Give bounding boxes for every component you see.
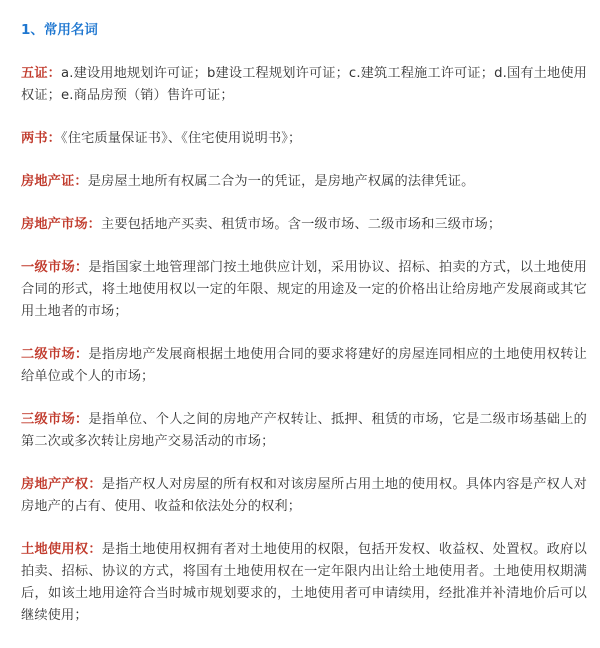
term-label: 二级市场： [21, 347, 89, 362]
term-label: 三级市场： [21, 412, 89, 427]
entry-tertiary-market [21, 409, 587, 453]
term-definition: a.建设用地规划许可证；b建设工程规划许可证；c.建筑工程施工许可证；d.国有土地使用权证；e.商品房预（销）售许可证； [21, 66, 587, 103]
term-label: 两书： [21, 131, 62, 146]
entry-primary-market [21, 257, 587, 323]
entry-land-use-right [21, 539, 587, 627]
term-label: 土地使用权： [21, 542, 102, 557]
term-definition: 是房屋土地所有权属二合为一的凭证，是房地产权属的法律凭证。 [87, 174, 475, 189]
article-body [21, 20, 587, 648]
term-definition: 是指单位、个人之间的房地产产权转让、抵押、租赁的市场，它是二级市场基础上的第二次或多次转让房地产交易活动的市场； [21, 412, 588, 449]
entry-two-documents [21, 128, 587, 150]
term-label: 房地产市场： [21, 217, 102, 232]
term-definition: 是指国家土地管理部门按土地供应计划，采用协议、招标、拍卖的方式，以土地使用合同的形式，将土地使用权以一定的年限、规定的用途及一定的价格出让给房地产发展商或其它用土地者的市场； [21, 260, 588, 319]
term-definition: 是指房地产发展商根据土地使用合同的要求将建好的房屋连同相应的土地使用权转让给单位或个人的市场； [21, 347, 588, 384]
entry-property-rights [21, 474, 587, 518]
term-label: 房地产产权： [21, 477, 102, 492]
term-label: 房地产证： [21, 174, 88, 189]
term-label: 一级市场： [21, 260, 89, 275]
term-definition: 《住宅质量保证书》、《住宅使用说明书》； [61, 131, 302, 146]
entry-property-certificate [21, 171, 587, 193]
section-heading: 1、常用名词 [21, 22, 98, 38]
entry-five-certificates [21, 63, 587, 107]
term-label: 五证： [21, 66, 62, 81]
entry-real-estate-market [21, 214, 587, 236]
term-definition: 是指土地使用权拥有者对土地使用的权限，包括开发权、收益权、处置权。政府以拍卖、招标、协议的方式，将国有土地使用权在一定年限内出让给土地使用者。土地使用权期满后，如该土地用途符合当时城市规划要求的，土地使用者可申请续用，经批准并补清地价后可以继续使用； [21, 542, 587, 623]
term-definition: 主要包括地产买卖、租赁市场。含一级市场、二级市场和三级市场； [101, 217, 502, 232]
term-definition: 是指产权人对房屋的所有权和对该房屋所占用土地的使用权。具体内容是产权人对房地产的占有、使用、收益和依法处分的权利； [21, 477, 587, 514]
entry-secondary-market [21, 344, 587, 388]
